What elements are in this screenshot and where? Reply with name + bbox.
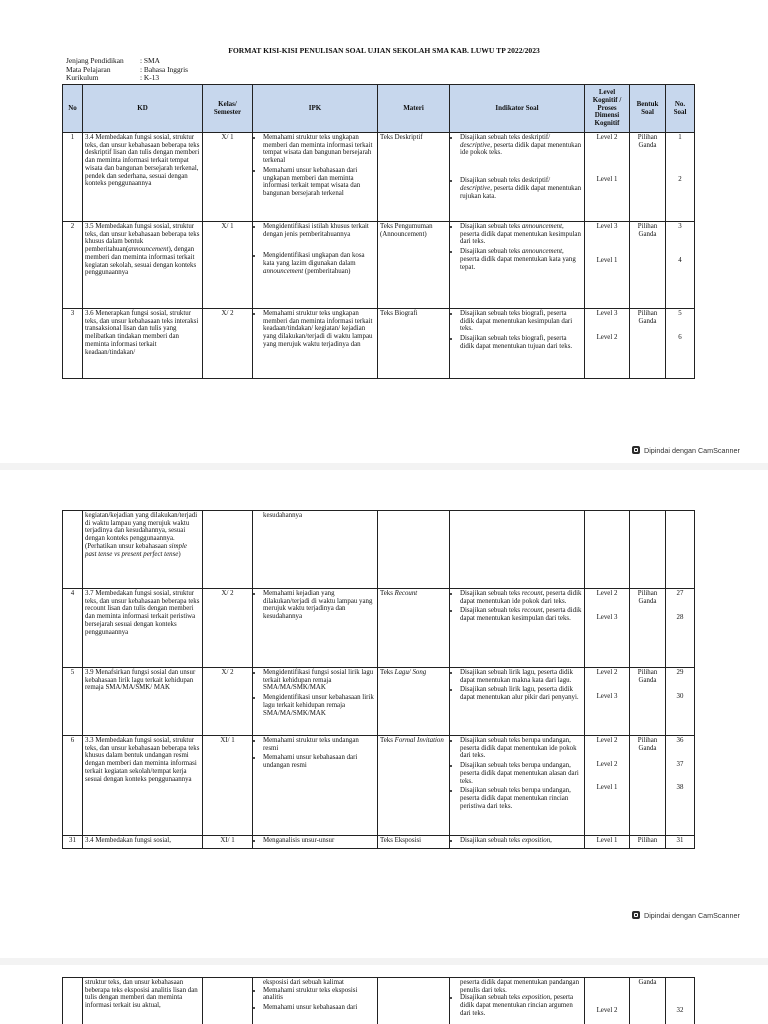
indikator-item: • Disajikan sebuah teks berupa undangan, peserta didik dapat menentukan alasan dari teks. — [460, 762, 582, 785]
row-kd: struktur teks, dan unsur kebahasaan beberapa teks eksposisi analitis lisan dan tulis dengan memberi dan meminta informasi terkait isu aktual, — [83, 978, 203, 1024]
row-nosoal: 27 28 — [666, 589, 695, 668]
row-level: Level 2 Level 3 — [585, 668, 630, 736]
kisi-kisi-table-page-1 — [62, 84, 695, 379]
row-nosoal: 29 30 — [666, 668, 695, 736]
row-ipk — [253, 309, 378, 379]
row-kd: 3.6 Menerapkan fungsi sosial, struktur teks, dan unsur kebahasaan teks interaksi transaksional lisan dan tulis yang melibatkan tindakan memberi dan meminta informasi terkait keadaan/tindakan/ — [83, 309, 203, 379]
header-kelas: Kelas/ Semester — [203, 85, 253, 133]
ipk-item: • Memahami struktur teks eksposisi analitis — [263, 987, 375, 1002]
header-indikator: Indikator Soal — [450, 85, 585, 133]
row-level: Level 2 Level 3 — [585, 589, 630, 668]
table-row — [63, 309, 695, 379]
ipk-item: • Memahami struktur teks ungkapan memberi dan meminta informasi terkait tempat wisata dan bangunan bersejarah terkenal — [263, 134, 375, 165]
indikator-item: • Disajikan sebuah teks recount, peserta didik dapat menentukan kesimpulan dari teks. — [460, 607, 582, 622]
row-kd: 3.9 Menafsirkan fungsi sosial dan unsur kebahasaan lirik lagu terkait kehidupan remaja SMA/MA/SMK/ MAK — [83, 668, 203, 736]
ipk-item: • Memahami unsur kebahasaan dari undangan resmi — [263, 754, 375, 769]
row-indikator — [450, 836, 585, 849]
row-kd: 3.5 Membedakan fungsi sosial, struktur teks, dan unsur kebahasaan beberapa teks khusus dalam bentuk pemberitahuan(announcement), dengan memberi dan meminta informasi terkait kegiatan sekolah, sesuai dengan konteks penggunaannya — [83, 222, 203, 309]
indikator-item: • Disajikan sebuah teks recount, peserta didik dapat menentukan ide pokok dari teks. — [460, 590, 582, 605]
document-title: FORMAT KISI-KISI PENULISAN SOAL UJIAN SEKOLAH SMA KAB. LUWU TP 2022/2023 — [228, 46, 540, 55]
row-ipk — [253, 222, 378, 309]
ipk-item: • Mengidentifikasi unsur kebahasaan lirik lagu terkait kehidupan remaja SMA/MA/SMK/MAK — [263, 694, 375, 717]
row-no: 4 — [63, 589, 83, 668]
row-kd: 3.4 Membedakan fungsi sosial, struktur teks, dan unsur kebahasaan beberapa teks deskriptif lisan dan tulis dengan memberi dan meminta informasi terkait tempat wisata dan bangunan bersejarah terkenal, pendek dan sederhana, sesuai dengan konteks penggunaannya — [83, 133, 203, 222]
row-kelas: X/ 2 — [203, 589, 253, 668]
indikator-item: • Disajikan sebuah lirik lagu, peserta didik dapat menentukan makna kata dari lagu. — [460, 669, 582, 684]
row-ipk — [253, 133, 378, 222]
header-ipk: IPK — [253, 85, 378, 133]
row-materi: Teks Recount — [378, 589, 450, 668]
ipk-item: • Memahami struktur teks ungkapan memberi dan meminta informasi terkait keadaan/tindakan/ kegiatan/ kejadian yang dilakukan/terjadi di waktu lampau yang merujuk waktu terjadinya dan — [263, 310, 375, 349]
row-bentuk: Pilihan Ganda — [630, 668, 666, 736]
indikator-item: • Disajikan sebuah teks announcement, peserta didik dapat menentukan kesimpulan dari teks. — [460, 223, 582, 246]
table-row — [63, 222, 695, 309]
row-kelas: X/ 1 — [203, 133, 253, 222]
row-materi: Teks Formal Invitation — [378, 736, 450, 836]
row-level: Level 2 Level 2 Level 1 — [585, 736, 630, 836]
row-ipk — [253, 736, 378, 836]
row-bentuk: Pilihan Ganda — [630, 589, 666, 668]
table-row-continued — [63, 511, 695, 589]
row-ipk — [253, 836, 378, 849]
row-no: 31 — [63, 836, 83, 849]
row-no: 5 — [63, 668, 83, 736]
camscanner-icon — [632, 911, 640, 919]
indikator-item: • Disajikan sebuah teks deskriptif/ descriptive, peserta didik dapat menentukan ide pokok teks. — [460, 134, 582, 157]
row-ipk — [253, 668, 378, 736]
row-indikator — [450, 668, 585, 736]
scan-page-2 — [0, 470, 768, 958]
row-indikator — [450, 222, 585, 309]
row-bentuk: Ganda — [630, 978, 666, 1024]
row-nosoal: 36 37 38 — [666, 736, 695, 836]
ipk-item: • Memahami kejadian yang dilakukan/terjadi di waktu lampau yang merujuk waktu terjadinya dan kesudahannya — [263, 590, 375, 621]
row-bentuk: Pilihan Ganda — [630, 736, 666, 836]
row-kd: 3.7 Membedakan fungsi sosial, struktur teks, dan unsur kebahasaan beberapa teks recount lisan dan tulis dengan memberi dan meminta informasi terkait peristiwa bersejarah sesuai dengan konteks penggunaannya — [83, 589, 203, 668]
table-row — [63, 133, 695, 222]
row-bentuk: Pilihan Ganda — [630, 222, 666, 309]
row-level: Level 2 Level 1 — [585, 133, 630, 222]
row-indikator — [450, 309, 585, 379]
table-header-row — [63, 85, 695, 133]
scan-page-1 — [0, 0, 768, 463]
meta-row-jenjang: Jenjang Pendidikan : SMA — [66, 56, 160, 65]
indikator-item: • Disajikan sebuah teks announcement, peserta didik dapat menentukan kata yang tepat. — [460, 248, 582, 271]
row-nosoal: 31 — [666, 836, 695, 849]
row-kelas: X/ 1 — [203, 222, 253, 309]
row-kd: 3.4 Membedakan fungsi sosial, — [83, 836, 203, 849]
row-nosoal: 1 2 — [666, 133, 695, 222]
table-row — [63, 589, 695, 668]
ipk-item: • Mengidentifikasi istilah khusus terkait dengan jenis pemberitahuannya — [263, 223, 375, 238]
camscanner-watermark: Dipindai dengan CamScanner — [628, 908, 758, 922]
row-materi: Teks Biografi — [378, 309, 450, 379]
table-row — [63, 836, 695, 849]
indikator-item: • Disajikan sebuah teks berupa undangan, peserta didik dapat menentukan rincian peristiwa dari teks. — [460, 787, 582, 810]
kisi-kisi-table-page-2 — [62, 510, 695, 849]
row-level: Level 1 — [585, 836, 630, 849]
row-bentuk: Pilihan Ganda — [630, 309, 666, 379]
ipk-item: • Menganalisis unsur-unsur — [263, 837, 375, 845]
header-materi: Materi — [378, 85, 450, 133]
kisi-kisi-table-page-3 — [62, 977, 695, 1024]
row-nosoal: 3 4 — [666, 222, 695, 309]
row-no: 3 — [63, 309, 83, 379]
row-kd: kegiatan/kejadian yang dilakukan/terjadi di waktu lampau yang merujuk waktu terjadinya dan kesudahannya, sesuai dengan konteks penggunaannya. (Perhatikan unsur kebahasaan simple past tense vs present perfect tense) — [83, 511, 203, 589]
row-materi: Teks Pengumuman (Announcement) — [378, 222, 450, 309]
header-bentuk: Bentuk Soal — [630, 85, 666, 133]
row-kelas: XI/ 1 — [203, 736, 253, 836]
ipk-item: • Mengidentifikasi fungsi sosial lirik lagu terkait kehidupan remaja SMA/MA/SMK/MAK — [263, 669, 375, 692]
row-kelas: X/ 2 — [203, 668, 253, 736]
indikator-item: • Disajikan sebuah teks biografi, peserta didik dapat menentukan tujuan dari teks. — [460, 335, 582, 350]
row-nosoal: 5 6 — [666, 309, 695, 379]
row-kelas: XI/ 1 — [203, 836, 253, 849]
meta-row-kurikulum: Kurikulum : K-13 — [66, 73, 160, 83]
row-indikator: peserta didik dapat menentukan pandangan penulis dari teks. • Disajikan sebuah teks exposition, peserta didik dapat menentukan rincian argumen dari teks. — [450, 978, 585, 1024]
row-indikator — [450, 133, 585, 222]
row-ipk — [253, 589, 378, 668]
ipk-item: • Mengidentifikasi ungkapan dan kosa kata yang lazim digunakan dalam announcement (pemberitahuan) — [263, 252, 375, 275]
camscanner-icon — [632, 446, 640, 454]
ipk-item: • Memahami struktur teks undangan resmi — [263, 737, 375, 752]
table-row-continued — [63, 978, 695, 1024]
document-meta — [66, 57, 188, 83]
row-level: Level 3 Level 2 — [585, 309, 630, 379]
indikator-item: • Disajikan sebuah teks berupa undangan, peserta didik dapat menentukan ide pokok dari teks. — [460, 737, 582, 760]
row-no: 6 — [63, 736, 83, 836]
header-no: No — [63, 85, 83, 133]
row-ipk: kesudahannya — [253, 511, 378, 589]
row-indikator — [450, 589, 585, 668]
table-row — [63, 736, 695, 836]
header-kd: KD — [83, 85, 203, 133]
row-nosoal: 32 — [666, 978, 695, 1024]
meta-row-mapel: Mata Pelajaran : Bahasa Inggris — [66, 64, 189, 74]
camscanner-watermark: Dipindai dengan CamScanner — [628, 443, 758, 457]
row-ipk: eksposisi dari sebuah kalimat • Memahami struktur teks eksposisi analitis • Memahami unsur kebahasaan dari — [253, 978, 378, 1024]
row-bentuk: Pilihan Ganda — [630, 133, 666, 222]
header-level: Level Kognitif / Proses Dimensi Kognitif — [585, 85, 630, 133]
row-materi: Teks Eksposisi — [378, 836, 450, 849]
header-nosoal: No. Soal — [666, 85, 695, 133]
row-bentuk: Pilihan — [630, 836, 666, 849]
row-level: Level 3 Level 1 — [585, 222, 630, 309]
row-kelas: X/ 2 — [203, 309, 253, 379]
ipk-item: • Memahami unsur kebahasaan dari — [263, 1004, 375, 1012]
row-kd: 3.3 Membedakan fungsi sosial, struktur teks, dan unsur kebahasaan beberapa teks khusus dalam bentuk undangan resmi dengan memberi dan meminta informasi terkait kegiatan sekolah/tempat kerja sesuai dengan konteks penggunaannya — [83, 736, 203, 836]
table-row — [63, 668, 695, 736]
indikator-item: • Disajikan sebuah teks biografi, peserta didik dapat menentukan kesimpulan dari teks. — [460, 310, 582, 333]
indikator-item: • Disajikan sebuah teks exposition, — [460, 837, 582, 845]
indikator-item: • Disajikan sebuah teks exposition, peserta didik dapat menentukan rincian argumen dari teks. — [460, 994, 582, 1017]
indikator-item: • Disajikan sebuah lirik lagu, peserta didik dapat menentukan alur pikir dari penyanyi. — [460, 686, 582, 701]
row-materi: Teks Deskriptif — [378, 133, 450, 222]
row-no: 2 — [63, 222, 83, 309]
indikator-item: • Disajikan sebuah teks deskriptif/ descriptive, peserta didik dapat menentukan rujukan kata. — [460, 177, 582, 200]
ipk-item: • Memahami unsur kebahasaan dari ungkapan memberi dan meminta informasi terkait tempat wisata dan bangunan bersejarah terkenal — [263, 167, 375, 198]
row-level: Level 2 — [585, 978, 630, 1024]
row-materi: Teks Lagu/ Song — [378, 668, 450, 736]
row-indikator — [450, 736, 585, 836]
scan-page-3 — [0, 965, 768, 1024]
row-no: 1 — [63, 133, 83, 222]
